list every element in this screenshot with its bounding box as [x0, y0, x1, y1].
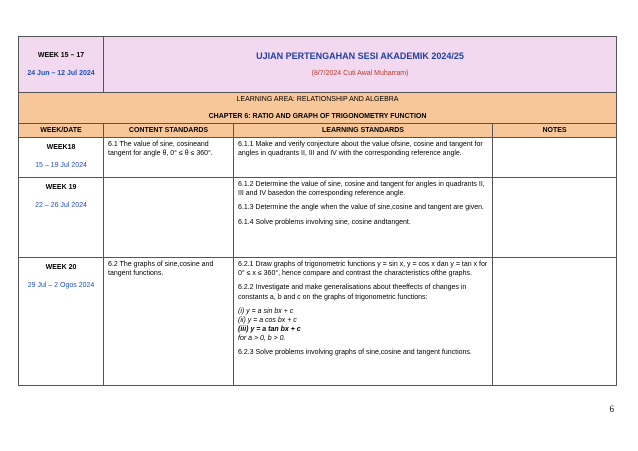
learning-standard	[234, 138, 493, 178]
rpt-table	[18, 36, 617, 386]
week-label: WEEK18	[46, 144, 76, 152]
learning-text: 6.1.2 Determine the value of sine, cosine and tangent for angles in quadrants II, III and IV basedon the corresponding reference angle.	[238, 181, 485, 198]
content-text: 6.1 The value of sine, cosineand tangent for angle θ, 0° ≤ θ ≤ 360°.	[108, 141, 213, 158]
content-standard	[104, 138, 234, 178]
week-cell	[19, 138, 104, 178]
table-row	[19, 178, 617, 258]
page-number: 6	[609, 404, 614, 414]
chapter-title: CHAPTER 6: RATIO AND GRAPH OF TRIGONOMETRY FUNCTION	[208, 113, 427, 121]
week-date: 22 – 26 Jul 2024	[35, 202, 87, 210]
week-cell	[19, 178, 104, 258]
table-row	[19, 258, 617, 386]
learning-standard	[234, 258, 493, 386]
exam-title: UJIAN PERTENGAHAN SESI AKADEMIK 2024/25	[256, 51, 464, 62]
col-header-week: WEEK/DATE	[19, 124, 104, 138]
learning-text: 6.1.3 Determine the angle when the value of sine,cosine and tangent are given.	[238, 204, 484, 212]
content-standard	[104, 258, 234, 386]
week-cell	[19, 258, 104, 386]
learning-text: 6.2.1 Draw graphs of trigonometric functions y = sin x, y = cos x dan y = tan x for 0° ≤ x ≤ 360°, hence compare and contrast the characteristics ofthe graphs.	[238, 261, 488, 278]
learning-area: LEARNING AREA: RELATIONSHIP AND ALGEBRA	[236, 96, 399, 103]
formula-line: (i) y = a sin bx + c	[238, 307, 294, 315]
header-week-cell	[19, 37, 104, 93]
exam-note: (8/7/2024 Cuti Awal Muharram)	[311, 69, 409, 77]
table-row	[19, 138, 617, 178]
learning-text: 6.2.2 Investigate and make generalisations about theeffects of changes in constants a, b and c on the graphs of trigonometric functions:	[238, 284, 467, 301]
col-header-content: CONTENT STANDARDS	[104, 124, 234, 138]
week-date: 15 – 19 Jul 2024	[35, 162, 87, 170]
learning-text: 6.1.4 Solve problems involving sine, cosine andtangent.	[238, 218, 411, 226]
formula-line: (iii) y = a tan bx + c	[238, 325, 301, 333]
exam-cell	[104, 37, 617, 93]
header-dates: 24 Jun – 12 Jul 2024	[27, 69, 95, 77]
learning-text: 6.1.1 Make and verify conjecture about the value ofsine, cosine and tangent for angles in quadrants II, III and IV with the corresponding reference angle.	[238, 141, 483, 158]
notes-cell	[493, 178, 617, 258]
notes-cell	[493, 258, 617, 386]
week-label: WEEK 20	[45, 264, 77, 272]
content-standard	[104, 178, 234, 258]
formula-line: for a > 0, b > 0.	[238, 334, 286, 342]
content-text: 6.2 The graphs of sine,cosine and tangent functions.	[108, 261, 214, 278]
week-date: 29 Jul – 2 Ogos 2024	[27, 282, 95, 290]
week-label: WEEK 19	[45, 184, 77, 192]
learning-text: 6.2.3 Solve problems involving graphs of sine,cosine and tangent functions.	[238, 349, 472, 357]
learning-standard	[234, 178, 493, 258]
header-week: WEEK 15 – 17	[37, 52, 85, 60]
col-header-notes: NOTES	[493, 124, 617, 138]
learning-area-cell	[19, 93, 617, 124]
formula-line: (ii) y = a cos bx + c	[238, 316, 297, 324]
col-header-learning: LEARNING STANDARDS	[234, 124, 493, 138]
notes-cell	[493, 138, 617, 178]
